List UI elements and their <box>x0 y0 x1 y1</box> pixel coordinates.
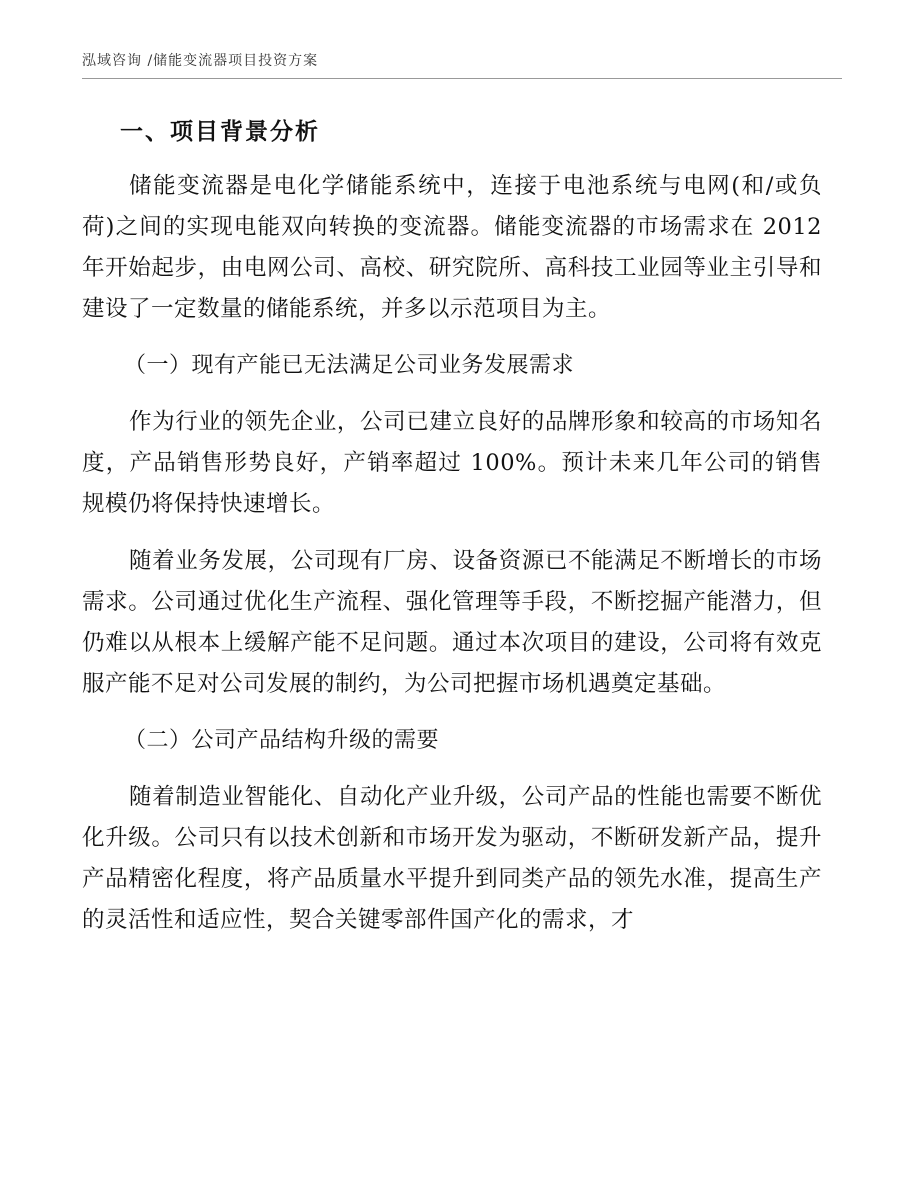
subsection-title-1: （一）现有产能已无法满足公司业务发展需求 <box>124 353 575 378</box>
subsection-2-paragraph-1: 随着制造业智能化、自动化产业升级，公司产品的性能也需要不断优化升级。公司只有以技术创新和市场开发为驱动，不断研发新产品，提升产品精密化程度，将产品质量水平提升到同类产品的领先水准，提高生产的灵活性和适应性，契合关键零部件国产化的需求，才 <box>82 784 822 933</box>
subsection-1-paragraph-2: 随着业务发展，公司现有厂房、设备资源已不能满足不断增长的市场需求。公司通过优化生产流程、强化管理等手段，不断挖掘产能潜力，但仍难以从根本上缓解产能不足问题。通过本次项目的建设，公司将有效克服产能不足对公司发展的制约，为公司把握市场机遇奠定基础。 <box>82 548 822 697</box>
header-divider <box>82 78 842 79</box>
intro-paragraph: 储能变流器是电化学储能系统中，连接于电池系统与电网(和/或负荷)之间的实现电能双向转换的变流器。储能变流器的市场需求在 2012 年开始起步，由电网公司、高校、研究院所、高科技工业园等业主引导和建设了一定数量的储能系统，并多以示范项目为主。 <box>82 173 822 322</box>
section-title: 一、项目背景分析 <box>120 118 320 145</box>
page-header: 泓域咨询 /储能变流器项目投资方案 <box>82 53 319 69</box>
subsection-title-2: （二）公司产品结构升级的需要 <box>124 728 440 753</box>
subsection-1-paragraph-1: 作为行业的领先企业，公司已建立良好的品牌形象和较高的市场知名度，产品销售形势良好，产销率超过 100%。预计未来几年公司的销售规模仍将保持快速增长。 <box>82 409 822 517</box>
document-body <box>82 112 822 957</box>
